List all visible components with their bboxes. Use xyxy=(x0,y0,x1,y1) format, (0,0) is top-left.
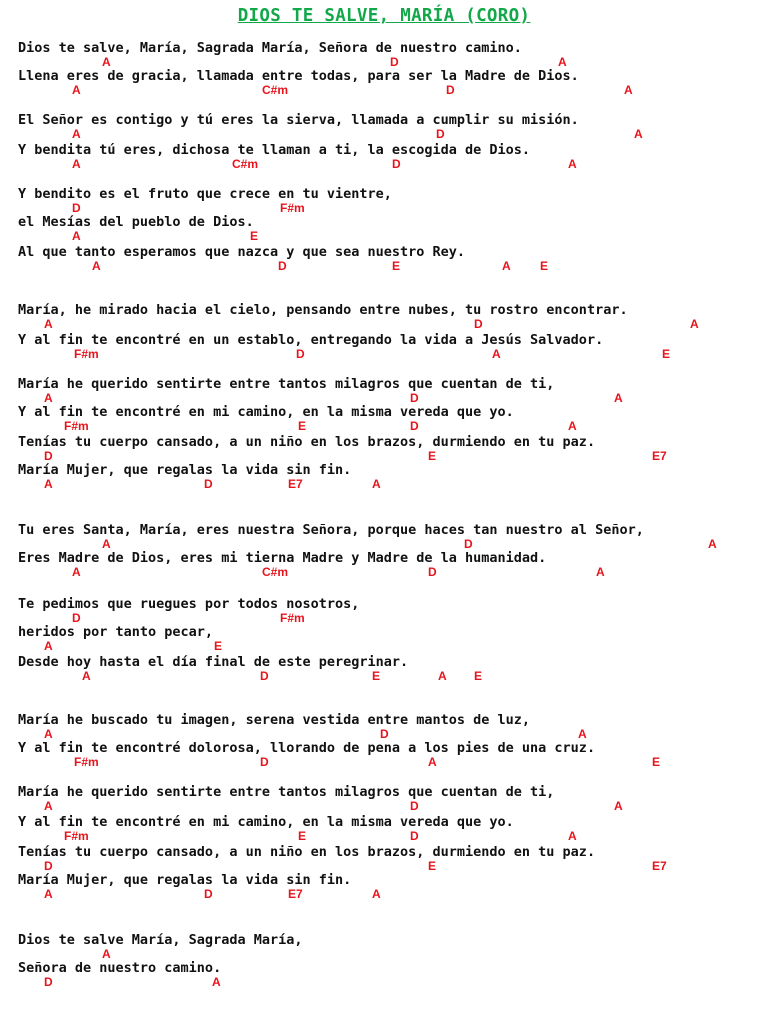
chord-label: C#m xyxy=(262,83,289,97)
chord-label: D xyxy=(410,799,419,813)
chord-label: E xyxy=(372,669,381,683)
lyric-line: El Señor es contigo y tú eres la sierva, llamada a cumplir su misión. xyxy=(18,112,579,128)
lyric-line: Y al fin te encontré dolorosa, llorando de pena a los pies de una cruz. xyxy=(18,740,596,756)
chord-label: A xyxy=(44,317,53,331)
chord-label: A xyxy=(596,565,605,579)
chord-label: C#m xyxy=(232,157,259,171)
chord-label: D xyxy=(72,201,81,215)
chord-label: E7 xyxy=(652,859,667,873)
lyric-line: Desde hoy hasta el día final de este peregrinar. xyxy=(18,654,409,670)
chord-label: D xyxy=(72,611,81,625)
lyric-line: Y bendita tú eres, dichosa te llaman a ti, la escogida de Dios. xyxy=(18,142,531,158)
chord-label: A xyxy=(44,391,53,405)
chord-label: D xyxy=(44,975,53,989)
chord-label: D xyxy=(392,157,401,171)
chord-label: A xyxy=(44,799,53,813)
chord-label: D xyxy=(260,669,269,683)
lyric-line: Dios te salve María, Sagrada María, xyxy=(18,932,303,948)
lyric-line: Tenías tu cuerpo cansado, a un niño en los brazos, durmiendo en tu paz. xyxy=(18,434,596,450)
chord-label: A xyxy=(502,259,511,273)
lyric-line: Te pedimos que ruegues por todos nosotros, xyxy=(18,596,360,612)
lyric-line: Tu eres Santa, María, eres nuestra Señora, porque haces tan nuestro al Señor, xyxy=(18,522,644,538)
chord-label: A xyxy=(72,229,81,243)
chord-label: A xyxy=(624,83,633,97)
chord-label: A xyxy=(212,975,221,989)
chord-label: D xyxy=(410,419,419,433)
lyric-line: Dios te salve, María, Sagrada María, Señora de nuestro camino. xyxy=(18,40,522,56)
chord-label: D xyxy=(410,391,419,405)
chord-label: A xyxy=(44,727,53,741)
lyric-line: María Mujer, que regalas la vida sin fin. xyxy=(18,462,352,478)
chord-label: D xyxy=(410,829,419,843)
chord-label: A xyxy=(634,127,643,141)
chord-label: F#m xyxy=(64,829,89,843)
lyric-line: María he querido sentirte entre tantos milagros que cuentan de ti, xyxy=(18,376,555,392)
chord-label: A xyxy=(492,347,501,361)
chord-label: E7 xyxy=(652,449,667,463)
chord-label: E xyxy=(428,859,437,873)
chord-label: A xyxy=(92,259,101,273)
chord-label: A xyxy=(44,639,53,653)
chord-label: A xyxy=(428,755,437,769)
chord-label: A xyxy=(72,127,81,141)
chord-label: D xyxy=(204,477,213,491)
chord-label: A xyxy=(568,157,577,171)
lyric-line: María Mujer, que regalas la vida sin fin. xyxy=(18,872,352,888)
chord-label: D xyxy=(296,347,305,361)
lyric-line: María, he mirado hacia el cielo, pensando entre nubes, tu rostro encontrar. xyxy=(18,302,628,318)
lyric-line: Al que tanto esperamos que nazca y que sea nuestro Rey. xyxy=(18,244,466,260)
chord-label: F#m xyxy=(64,419,89,433)
chord-label: F#m xyxy=(280,611,305,625)
chord-label: A xyxy=(44,477,53,491)
chord-label: F#m xyxy=(74,347,99,361)
lyric-line: María he buscado tu imagen, serena vestida entre mantos de luz, xyxy=(18,712,531,728)
lyric-line: Y al fin te encontré en mi camino, en la misma vereda que yo. xyxy=(18,404,514,420)
chord-label: C#m xyxy=(262,565,289,579)
chord-label: A xyxy=(72,157,81,171)
lyric-line: Y al fin te encontré en mi camino, en la misma vereda que yo. xyxy=(18,814,514,830)
chord-label: E xyxy=(298,419,307,433)
lyric-line: el Mesías del pueblo de Dios. xyxy=(18,214,254,230)
song-title: DIOS TE SALVE, MARÍA (CORO) xyxy=(237,6,531,26)
chord-label: D xyxy=(428,565,437,579)
chord-label: F#m xyxy=(280,201,305,215)
chord-label: A xyxy=(690,317,699,331)
chord-label: A xyxy=(82,669,91,683)
lyric-line: María he querido sentirte entre tantos milagros que cuentan de ti, xyxy=(18,784,555,800)
chord-label: E7 xyxy=(288,477,303,491)
chord-label: A xyxy=(558,55,567,69)
chord-label: A xyxy=(578,727,587,741)
lyric-line: Señora de nuestro camino. xyxy=(18,960,222,976)
chord-label: D xyxy=(464,537,473,551)
chord-label: E xyxy=(652,755,661,769)
chord-label: E xyxy=(428,449,437,463)
chord-label: A xyxy=(44,887,53,901)
chord-label: A xyxy=(372,887,381,901)
chord-label: A xyxy=(614,391,623,405)
chord-label: E xyxy=(298,829,307,843)
chord-label: E xyxy=(662,347,671,361)
chord-label: D xyxy=(44,449,53,463)
chord-label: D xyxy=(204,887,213,901)
chord-label: A xyxy=(372,477,381,491)
chord-label: A xyxy=(708,537,717,551)
lyric-line: Tenías tu cuerpo cansado, a un niño en los brazos, durmiendo en tu paz. xyxy=(18,844,596,860)
chord-label: E7 xyxy=(288,887,303,901)
chord-label: F#m xyxy=(74,755,99,769)
chord-label: E xyxy=(250,229,259,243)
chord-label: D xyxy=(260,755,269,769)
chord-label: E xyxy=(474,669,483,683)
chord-label: A xyxy=(102,55,111,69)
chord-label: D xyxy=(436,127,445,141)
lyric-line: heridos por tanto pecar, xyxy=(18,624,214,640)
chord-label: D xyxy=(380,727,389,741)
chord-label: E xyxy=(214,639,223,653)
chord-label: A xyxy=(614,799,623,813)
chord-label: A xyxy=(438,669,447,683)
chord-label: A xyxy=(102,537,111,551)
chord-label: D xyxy=(390,55,399,69)
lyric-line: Y al fin te encontré en un establo, entregando la vida a Jesús Salvador. xyxy=(18,332,604,348)
chord-label: D xyxy=(446,83,455,97)
chord-label: A xyxy=(568,829,577,843)
chord-label: E xyxy=(392,259,401,273)
chord-label: E xyxy=(540,259,549,273)
chord-label: D xyxy=(278,259,287,273)
chord-label: D xyxy=(474,317,483,331)
lyric-line: Eres Madre de Dios, eres mi tierna Madre y Madre de la humanidad. xyxy=(18,550,547,566)
chord-label: A xyxy=(568,419,577,433)
chord-label: D xyxy=(44,859,53,873)
chord-label: A xyxy=(72,565,81,579)
chord-label: A xyxy=(72,83,81,97)
lyric-line: Y bendito es el fruto que crece en tu vientre, xyxy=(18,186,392,202)
chord-label: A xyxy=(102,947,111,961)
lyric-line: Llena eres de gracia, llamada entre todas, para ser la Madre de Dios. xyxy=(18,68,579,84)
